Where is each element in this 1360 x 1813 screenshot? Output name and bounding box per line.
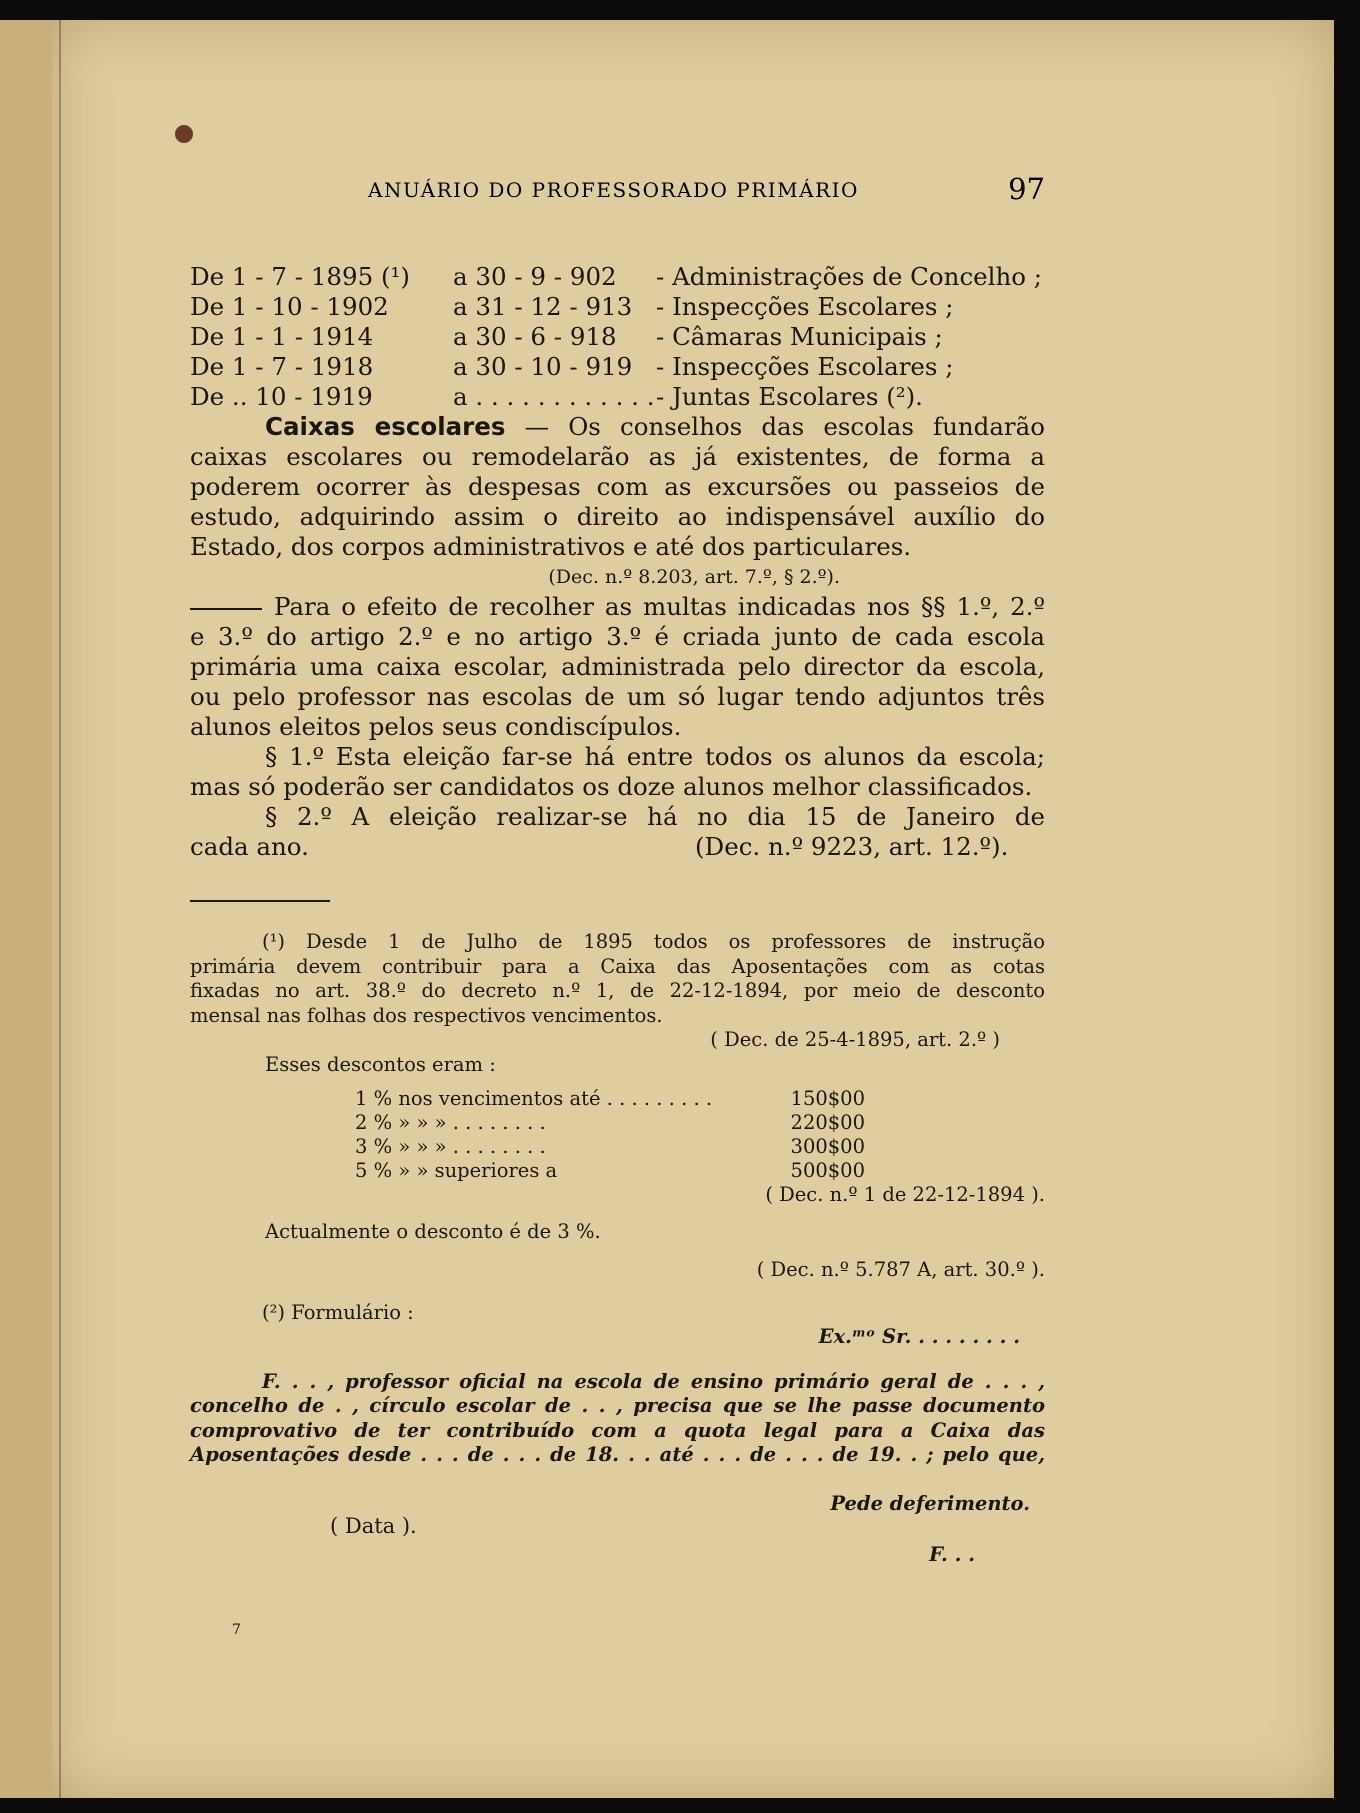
paragraph-line: alunos eleitos pelos seus condiscípulos. (190, 712, 682, 741)
form-signature: F. . . (929, 1542, 975, 1566)
rate-row: 3 % » » » . . . . . . . . 300$00 (355, 1135, 865, 1158)
paragraph-line: mas só poderão ser candidatos os doze alunos melhor classificados. (190, 772, 1033, 801)
citation: ( Dec. de 25-4-1895, art. 2.º ) (710, 1028, 1000, 1051)
footnote-line: Esses descontos eram : (265, 1052, 496, 1076)
schedule-row: De 1 - 7 - 1895 (¹) a 30 - 9 - 902 - Administrações de Concelho ; (190, 262, 1043, 291)
paragraph-line: caixas escolares ou remodelarão as já existentes, de forma a (190, 442, 1045, 471)
section-title: Caixas escolares (265, 412, 506, 441)
schedule-row: De .. 10 - 1919 a . . . . . . . . . . . . - Juntas Escolares (²). (190, 382, 923, 411)
paragraph-line: ou pelo professor nas escolas de um só lugar tendo adjuntos três (190, 682, 1045, 711)
paragraph-line: estudo, adquirindo assim o direito ao indispensável auxílio do (190, 502, 1045, 531)
form-salutation: Ex.ᵐᵒ Sr. . . . . . . . . (818, 1325, 1020, 1348)
page-fold (59, 20, 61, 1798)
footnote-line: (¹) Desde 1 de Julho de 1895 todos os professores de instrução (262, 930, 1045, 953)
footnote-line: fixadas no art. 38.º do decreto n.º 1, de 22-12-1894, por meio de desconto (190, 979, 1045, 1002)
paragraph-line: § 1.º Esta eleição far-se há entre todos os alunos da escola; (265, 742, 1045, 771)
rate-row: 2 % » » » . . . . . . . . 220$00 (355, 1111, 865, 1134)
em-rule (190, 608, 262, 610)
form-date: ( Data ). (330, 1514, 417, 1538)
schedule-row: De 1 - 7 - 1918 a 30 - 10 - 919 - Inspecções Escolares ; (190, 352, 954, 381)
citation: ( Dec. n.º 5.787 A, art. 30.º ). (756, 1258, 1045, 1281)
signature-mark: 7 (232, 1622, 241, 1638)
footnote-line: Actualmente o desconto é de 3 %. (265, 1219, 601, 1243)
page-number: 97 (1008, 172, 1045, 206)
ink-stain (175, 125, 193, 143)
footnote-line: mensal nas folhas dos respectivos vencimentos. (190, 1003, 663, 1027)
rates-table (355, 1087, 865, 1183)
running-title: ANUÁRIO DO PROFESSORADO PRIMÁRIO (368, 178, 859, 202)
page-edge (0, 20, 55, 1798)
schedule-table (190, 262, 1045, 412)
running-header (190, 172, 1045, 208)
paragraph-line: cada ano. (Dec. n.º 9223, art. 12.º). (190, 832, 1009, 861)
form-text: F. . . , professor oficial na escola de ensino primário geral de . . . , concelho de . , círculo escolar de . . , precisa que se lhe passe documento comprovativo de ter contribuído com a quota legal para a Caixa das Aposentações desde . . . de . . . de 18. . . até . . . de . . . de 19. . ; pelo que, (190, 1369, 1045, 1466)
paragraph-line: primária uma caixa escolar, administrada pelo director da escola, (190, 652, 1045, 681)
citation: ( Dec. n.º 1 de 22-12-1894 ). (765, 1183, 1045, 1206)
footnote-line: (²) Formulário : (262, 1300, 414, 1324)
footnote-line: primária devem contribuir para a Caixa das Aposentações com as cotas (190, 954, 1045, 978)
footnote-rule (190, 900, 330, 902)
schedule-row: De 1 - 1 - 1914 a 30 - 6 - 918 - Câmaras Municipais ; (190, 322, 943, 351)
footnotes (190, 930, 1045, 1567)
rate-row: 1 % nos vencimentos até . . . . . . . . . 150$00 (355, 1087, 865, 1110)
schedule-row: De 1 - 10 - 1902 a 31 - 12 - 913 - Inspecções Escolares ; (190, 292, 954, 321)
paragraph-line: § 2.º A eleição realizar-se há no dia 15 de Janeiro de (265, 802, 1045, 831)
paragraph-first-line: Para o efeito de recolher as multas indicadas nos §§ 1.º, 2.º (190, 592, 1045, 622)
rate-row: 5 % » » superiores a 500$00 (355, 1159, 865, 1182)
form-closing: Pede deferimento. (830, 1491, 1030, 1515)
paragraph-first-line: Caixas escolares — Os conselhos das escolas fundarão (265, 412, 1045, 441)
paragraph-line: e 3.º do artigo 2.º e no artigo 3.º é criada junto de cada escola (190, 622, 1045, 651)
paragraph-line: Estado, dos corpos administrativos e até dos particulares. (190, 532, 912, 561)
main-text (190, 262, 1045, 862)
paragraph-line: poderem ocorrer às despesas com as excursões ou passeios de (190, 472, 1045, 501)
citation: (Dec. n.º 8.203, art. 7.º, § 2.º). (548, 566, 840, 588)
citation: (Dec. n.º 9223, art. 12.º). (695, 832, 1009, 861)
